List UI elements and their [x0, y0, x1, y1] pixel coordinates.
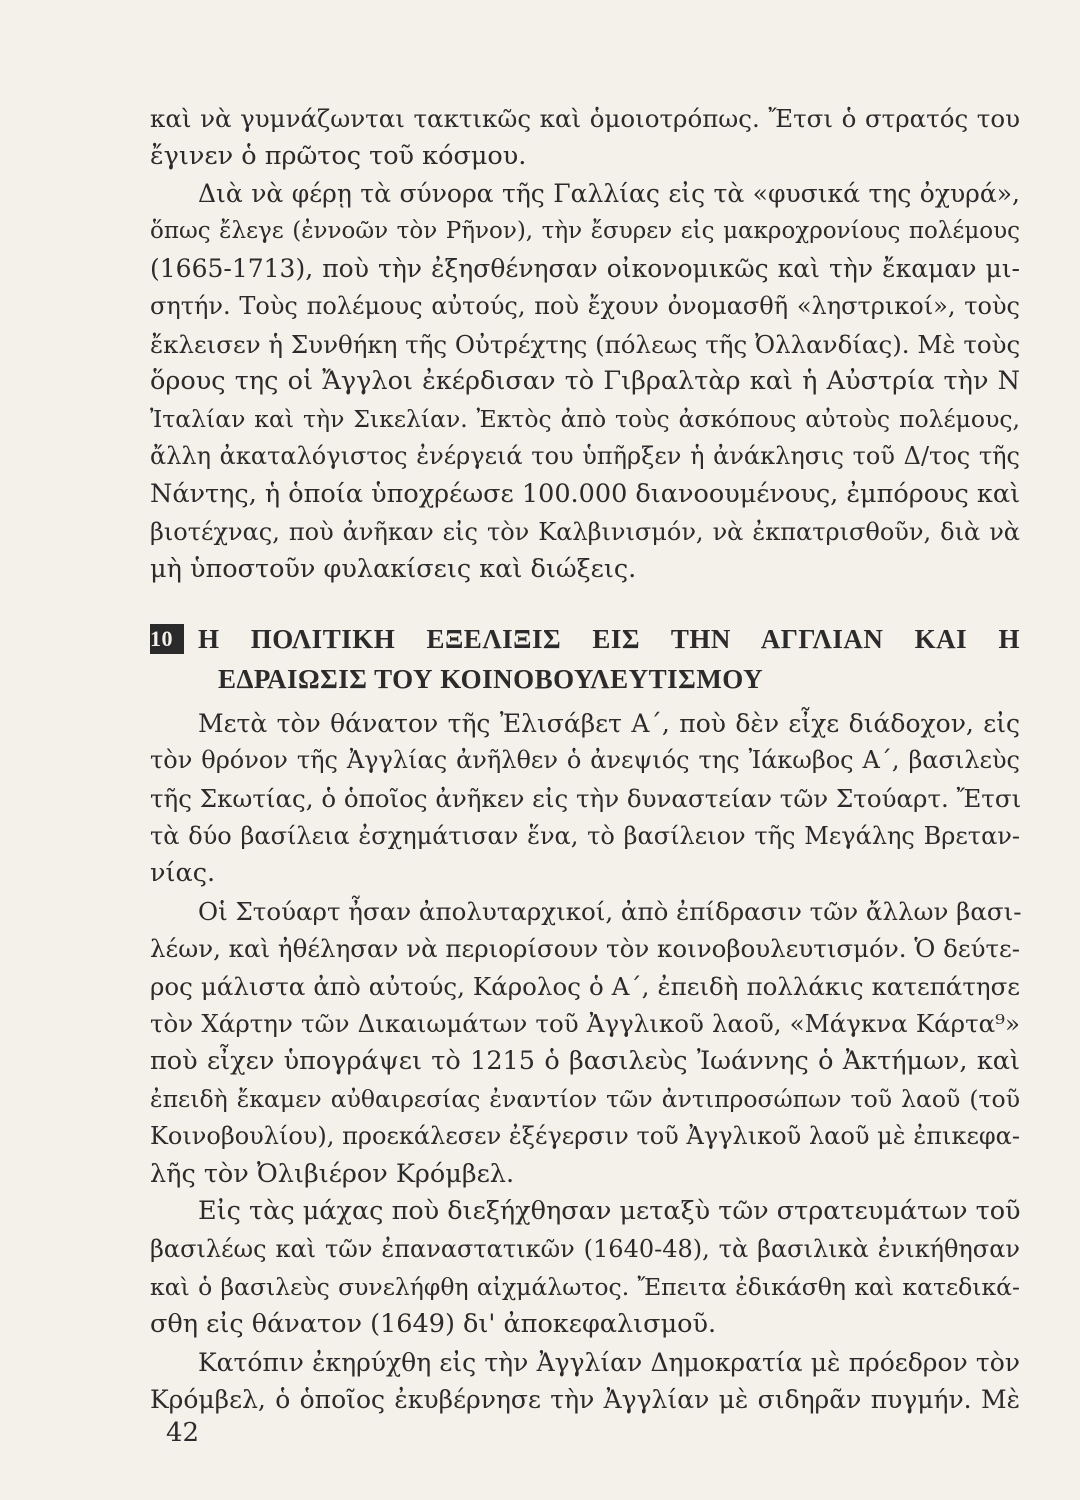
- text-line: νίας.: [150, 858, 216, 889]
- section-title-line: ΕΔΡΑΙΩΣΙΣ ΤΟΥ ΚΟΙΝΟΒΟΥΛΕΥΤΙΣΜΟΥ: [218, 663, 764, 694]
- text-line: Κατόπιν ἐκηρύχθη εἰς τὴν Ἀγγλίαν Δημοκρατία μὲ πρόεδρον τὸν: [198, 1347, 1020, 1377]
- text-line: ἔγινεν ὁ πρῶτος τοῦ κόσμου.: [150, 140, 527, 171]
- paragraph: [150, 705, 1020, 893]
- text-line: τὸν θρόνον τῆς Ἀγγλίας ἀνῆλθεν ὁ ἀνεψιός της Ἰάκωβος Α΄, βασιλεὺς: [150, 746, 1020, 775]
- text-line: τὰ δύο βασίλεια ἐσχημάτισαν ἕνα, τὸ βασίλειον τῆς Μεγάλης Βρεταν-: [150, 821, 1020, 850]
- text-line: Ἰταλίαν καὶ τὴν Σικελίαν. Ἐκτὸς ἀπὸ τοὺς ἀσκόπους αὐτοὺς πολέμους,: [150, 404, 1020, 433]
- text-line: (1665-1713), ποὺ τὴν ἐξησθένησαν οἰκονομικῶς καὶ τὴν ἔκαμαν μι-: [150, 254, 1020, 284]
- text-line: ποὺ εἶχεν ὑπογράψει τὸ 1215 ὁ βασιλεὺς Ἰωάννης ὁ Ἀκτήμων, καὶ: [150, 1046, 1020, 1077]
- paragraph: [150, 1193, 1020, 1343]
- text-line: λέων, καὶ ἠθέλησαν νὰ περιορίσουν τὸν κοινοβουλευτισμόν. Ὁ δεύτε-: [150, 934, 1020, 964]
- text-line: Μετὰ τὸν θάνατον τῆς Ἐλισάβετ Α΄, ποὺ δὲν εἶχε διάδοχον, εἰς: [198, 708, 1020, 738]
- paragraph: [150, 175, 1020, 589]
- text-line: καὶ ὁ βασιλεὺς συνελήφθη αἰχμάλωτος. Ἔπειτα ἐδικάσθη καὶ κατεδικά-: [150, 1272, 1020, 1301]
- paragraph: [150, 1344, 1020, 1419]
- section-number-badge: 10: [150, 624, 184, 654]
- text-line: Κρόμβελ, ὁ ὁποῖος ἐκυβέρνησε τὴν Ἀγγλίαν μὲ σιδηρᾶν πυγμήν. Μὲ: [150, 1385, 1020, 1415]
- text-line: λῆς τὸν Ὀλιβιέρον Κρόμβελ.: [150, 1158, 515, 1189]
- text-line: Εἰς τὰς μάχας ποὺ διεξήχθησαν μεταξὺ τῶν στρατευμάτων τοῦ: [198, 1196, 1021, 1227]
- text-line: Κοινοβουλίου), προεκάλεσεν ἐξέγερσιν τοῦ Ἀγγλικοῦ λαοῦ μὲ ἐπικεφα-: [150, 1122, 1020, 1151]
- section-paragraphs: [150, 705, 1020, 1419]
- text-line: βιοτέχνας, ποὺ ἀνῆκαν εἰς τὸν Καλβινισμόν, νὰ ἐκπατρισθοῦν, διὰ νὰ: [150, 517, 1020, 546]
- section-heading: [150, 619, 1020, 699]
- text-line: ρος μάλιστα ἀπὸ αὐτούς, Κάρολος ὁ Α΄, ἐπειδὴ πολλάκις κατεπάτησε: [150, 971, 1020, 1001]
- text-line: ὅπως ἔλεγε (ἐννοῶν τὸν Ρῆνον), τὴν ἔσυρεν εἰς μακροχρονίους πολέμους: [150, 217, 1020, 244]
- text-line: σθη εἰς θάνατον (1649) δι' ἀποκεφαλισμοῦ.: [150, 1309, 717, 1340]
- text-line: σητήν. Τοὺς πολέμους αὐτούς, ποὺ ἔχουν ὀνομασθῆ «ληστρικοί», τοὺς: [150, 291, 1020, 320]
- text-line: Διὰ νὰ φέρῃ τὰ σύνορα τῆς Γαλλίας εἰς τὰ «φυσικά της ὀχυρά»,: [198, 179, 1020, 209]
- top-paragraphs: [150, 100, 1020, 589]
- text-line: ἄλλη ἀκαταλόγιστος ἐνέργειά του ὑπῆρξεν ἡ ἀνάκλησις τοῦ Δ/τος τῆς: [150, 442, 1020, 471]
- page-number: 42: [166, 1418, 200, 1448]
- section-title-text: Η ΠΟΛΙΤΙΚΗ ΕΞΕΛΙΞΙΣ ΕΙΣ ΤΗΝ ΑΓΓΛΙΑΝ ΚΑΙ Η: [198, 623, 1020, 654]
- text-line: ὅρους της οἱ Ἄγγλοι ἐκέρδισαν τὸ Γιβραλτὰρ καὶ ἡ Αὐστρία τὴν Ν: [150, 366, 1020, 397]
- text-line: βασιλέως καὶ τῶν ἐπαναστατικῶν (1640-48), τὰ βασιλικὰ ἐνικήθησαν: [150, 1235, 1020, 1264]
- text-line: Οἱ Στούαρτ ἦσαν ἀπολυταρχικοί, ἀπὸ ἐπίδρασιν τῶν ἄλλων βασι-: [198, 896, 1022, 926]
- text-line: μὴ ὑποστοῦν φυλακίσεις καὶ διώξεις.: [150, 554, 637, 585]
- text-line: Νάντης, ἡ ὁποία ὑποχρέωσε 100.000 διανοουμένους, ἐμπόρους καὶ: [150, 478, 1021, 509]
- text-line: καὶ νὰ γυμνάζωνται τακτικῶς καὶ ὁμοιοτρόπως. Ἔτσι ὁ στρατός του: [150, 104, 1020, 133]
- text-line: ἔκλεισεν ἡ Συνθήκη τῆς Οὐτρέχτης (πόλεως τῆς Ὀλλανδίας). Μὲ τοὺς: [150, 329, 1021, 359]
- main-text: [150, 100, 1020, 1419]
- paragraph: [150, 893, 1020, 1194]
- text-line: ἐπειδὴ ἔκαμεν αὐθαιρεσίας ἐναντίον τῶν ἀντιπροσώπων τοῦ λαοῦ (τοῦ: [150, 1084, 1020, 1113]
- text-line: τὸν Χάρτην τῶν Δικαιωμάτων τοῦ Ἀγγλικοῦ λαοῦ, «Μάγκνα Κάρτα⁹»: [150, 1009, 1020, 1039]
- text-line: τῆς Σκωτίας, ὁ ὁποῖος ἀνῆκεν εἰς τὴν δυναστείαν τῶν Στούαρτ. Ἔτσι: [150, 783, 1022, 813]
- section-title-line: [150, 619, 1020, 659]
- paragraph: [150, 100, 1020, 175]
